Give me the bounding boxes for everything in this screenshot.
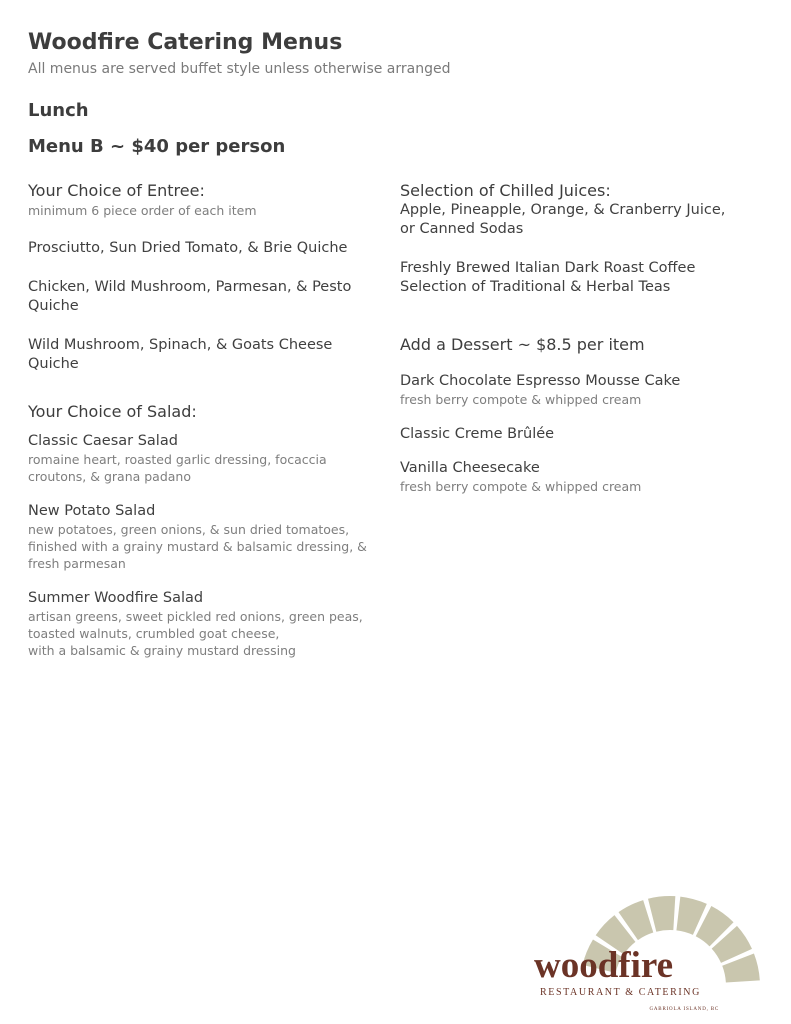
juices-line: or Canned Sodas <box>400 221 524 237</box>
tea-line: Selection of Traditional & Herbal Teas <box>400 279 671 295</box>
salad-item <box>28 502 388 572</box>
salad-item-name: Classic Caesar Salad <box>28 433 178 449</box>
entree-item <box>28 278 388 316</box>
salad-item-name: Summer Woodfire Salad <box>28 590 204 606</box>
logo-location: GABRIOLA ISLAND, BC <box>649 1007 719 1012</box>
salad-item-desc: finished with a grainy mustard & balsamic dressing, & <box>28 539 367 554</box>
logo-arch-brick <box>648 896 675 932</box>
dessert-item-name: Vanilla Cheesecake <box>400 460 540 476</box>
dessert-item-name: Dark Chocolate Espresso Mousse Cake <box>400 373 681 389</box>
right-column <box>400 181 770 495</box>
entree-item <box>28 336 388 374</box>
page-subtitle: All menus are served buffet style unless otherwise arranged <box>28 61 451 77</box>
entree-heading: Your Choice of Entree: <box>28 181 205 200</box>
page-title: Woodfire Catering Menus <box>28 30 343 55</box>
dessert-item-desc: fresh berry compote & whipped cream <box>400 479 642 494</box>
entree-item <box>28 239 388 258</box>
entree-item-name-cont: Quiche <box>28 298 79 314</box>
juices-line: Apple, Pineapple, Orange, & Cranberry Juice, <box>400 202 726 218</box>
dessert-item <box>400 372 770 408</box>
entree-item-name: Chicken, Wild Mushroom, Parmesan, & Pesto <box>28 279 352 295</box>
salad-item <box>28 432 388 485</box>
left-column <box>28 181 388 659</box>
dessert-item-desc: fresh berry compote & whipped cream <box>400 392 642 407</box>
entree-item-name-cont: Quiche <box>28 356 79 372</box>
salad-item <box>28 589 388 659</box>
logo-wordmark: woodfire <box>534 945 674 986</box>
dessert-item <box>400 459 770 495</box>
salad-item-desc: with a balsamic & grainy mustard dressing <box>28 643 296 658</box>
logo-tagline: RESTAURANT & CATERING <box>540 987 701 998</box>
dessert-heading: Add a Dessert ~ $8.5 per item <box>400 335 645 354</box>
menu-heading: Menu B ~ $40 per person <box>28 136 286 157</box>
dessert-item <box>400 425 770 444</box>
salad-item-desc: artisan greens, sweet pickled red onions, green peas, <box>28 609 363 624</box>
entree-item-name: Prosciutto, Sun Dried Tomato, & Brie Quiche <box>28 240 348 256</box>
entree-note: minimum 6 piece order of each item <box>28 203 257 218</box>
salad-item-desc: romaine heart, roasted garlic dressing, focaccia <box>28 452 327 467</box>
section-heading-lunch: Lunch <box>28 100 89 121</box>
entree-item-name: Wild Mushroom, Spinach, & Goats Cheese <box>28 337 333 353</box>
coffee-line: Freshly Brewed Italian Dark Roast Coffee <box>400 260 696 276</box>
juices-heading: Selection of Chilled Juices: <box>400 181 611 200</box>
dessert-item-name: Classic Creme Brûlée <box>400 426 555 442</box>
salad-item-desc: toasted walnuts, crumbled goat cheese, <box>28 626 280 641</box>
salad-item-desc: croutons, & grana padano <box>28 469 192 484</box>
salad-item-desc: fresh parmesan <box>28 556 126 571</box>
salad-heading: Your Choice of Salad: <box>28 402 197 421</box>
salad-item-desc: new potatoes, green onions, & sun dried tomatoes, <box>28 522 350 537</box>
salad-item-name: New Potato Salad <box>28 503 156 519</box>
woodfire-logo <box>534 893 778 1015</box>
